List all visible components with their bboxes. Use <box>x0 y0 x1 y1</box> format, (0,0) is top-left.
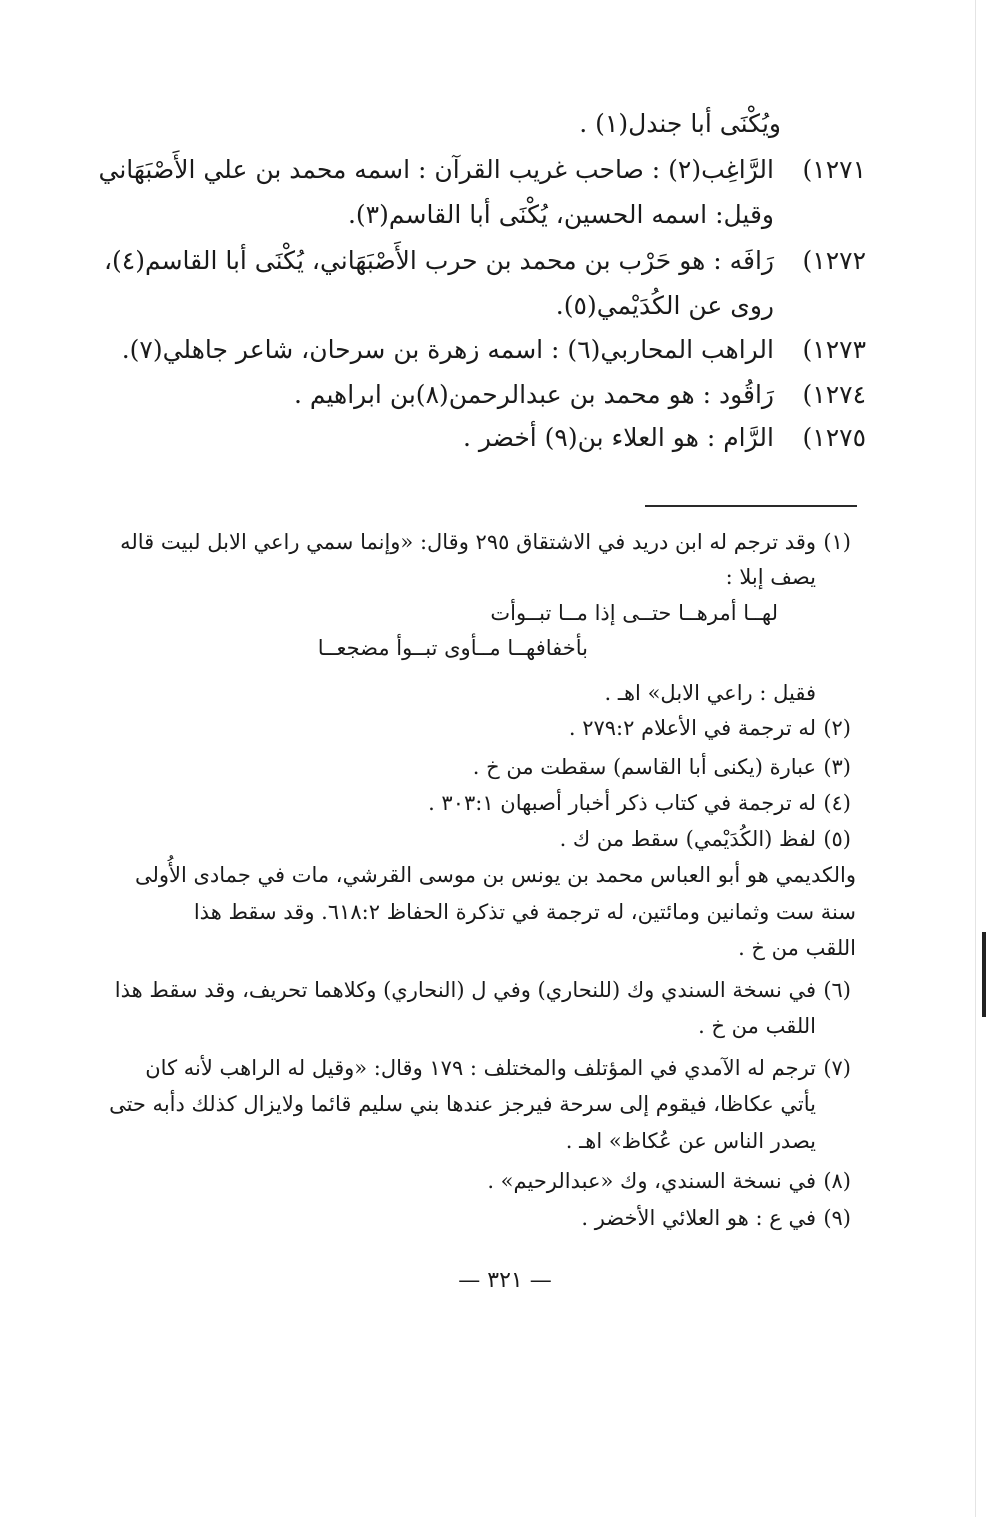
footnote-number: (١) <box>823 530 851 554</box>
footnote-line: في نسخة السندي، وك «عبدالرحيم» . <box>487 1169 816 1193</box>
footnote-line: له ترجمة في الأعلام ٢٧٩:٢ . <box>568 716 816 740</box>
entry-number: ١٢٧٢) <box>802 246 866 275</box>
footnote-line: سنة ست وثمانين ومائتين، له ترجمة في تذكرة الحفاظ ٦١٨:٢. وقد سقط هذا <box>193 900 856 924</box>
footnote-line: ترجم له الآمدي في المؤتلف والمختلف : ١٧٩ وقال: «وقيل له الراهب لأنه كان <box>145 1056 816 1080</box>
entry-number: ١٢٧٣) <box>802 335 866 364</box>
entry-line: الرَّام : هو العلاء بن(٩) أخضر . <box>462 423 774 452</box>
scan-edge-line <box>975 0 976 1517</box>
footnote-number: (٣) <box>823 755 851 779</box>
footnote-number: (٩) <box>823 1206 851 1230</box>
footnote-number: (٧) <box>823 1056 851 1080</box>
footnote-line: في نسخة السندي وك (للنحاري) وفي ل (النحاري) وكلاهما تحريف، وقد سقط هذا <box>114 978 816 1002</box>
entry-line: رَاقُود : هو محمد بن عبدالرحمن(٨)بن ابراهيم . <box>293 380 774 409</box>
footnote-number: (٦) <box>823 978 851 1002</box>
footnote-line: في ع : هو العلائي الأخضر . <box>581 1206 816 1230</box>
entry-line: الراهب المحاربي(٦) : اسمه زهرة بن سرحان، شاعر جاهلي(٧). <box>121 335 774 364</box>
footnote-line: لفظ (الكُدَيْمي) سقط من ك . <box>559 827 816 851</box>
entry-line: وقيل: اسمه الحسين، يُكْنَى أبا القاسم(٣). <box>347 200 774 229</box>
poem-verse: بأخفافهــا مــأوى تبــوأ مضجعــا <box>317 636 588 660</box>
footnote-line: والكديمي هو أبو العباس محمد بن يونس بن موسى القرشي، مات في جمادى الأُولى <box>134 863 856 887</box>
entry-line: روى عن الكُدَيْمي(٥). <box>555 291 774 320</box>
footnote-separator <box>645 505 857 507</box>
footnote-number: (٤) <box>823 791 851 815</box>
footnote-line: يصف إبلا : <box>725 565 816 589</box>
entry-line: الرَّاغِب(٢) : صاحب غريب القرآن : اسمه محمد بن علي الأَصْبَهَاني <box>98 155 774 184</box>
page-number: — ٣٢١ — <box>458 1268 552 1293</box>
footnote-number: (٥) <box>823 827 851 851</box>
footnote-line: عبارة (يكنى أبا القاسم) سقطت من خ . <box>472 755 816 779</box>
footnote-line: له ترجمة في كتاب ذكر أخبار أصبهان ٣٠٣:١ . <box>428 791 816 815</box>
footnote-line: وقد ترجم له ابن دريد في الاشتقاق ٢٩٥ وقال: «وإنما سمي راعي الابل لبيت قاله <box>120 530 816 554</box>
footnote-number: (٢) <box>823 716 851 740</box>
footnote-line: اللقب من خ . <box>738 936 856 960</box>
entry-line: ويُكْنَى أبا جندل(١) . <box>579 109 781 138</box>
poem-verse: لهــا أمرهــا حتــى إذا مــا تبــوأت <box>490 601 778 625</box>
binding-mark <box>982 932 986 1017</box>
entry-number: ١٢٧٥) <box>802 423 866 452</box>
entry-line: رَافَه : هو حَرْب بن محمد بن حرب الأَصْبَهَاني، يُكْنَى أبا القاسم(٤)، <box>103 246 774 275</box>
footnote-line: يصدر الناس عن عُكاظ» اهـ . <box>565 1129 816 1153</box>
entry-number: ١٢٧١) <box>802 155 866 184</box>
footnote-line: اللقب من خ . <box>698 1014 816 1038</box>
footnote-line: فقيل : راعي الابل» اهـ . <box>604 681 816 705</box>
footnote-line: يأتي عكاظا، فيقوم إلى سرحة فيرجز عندها بني سليم قائما ولايزال كذلك دأبه حتى <box>109 1092 816 1116</box>
footnote-number: (٨) <box>823 1169 851 1193</box>
entry-number: ١٢٧٤) <box>802 380 866 409</box>
